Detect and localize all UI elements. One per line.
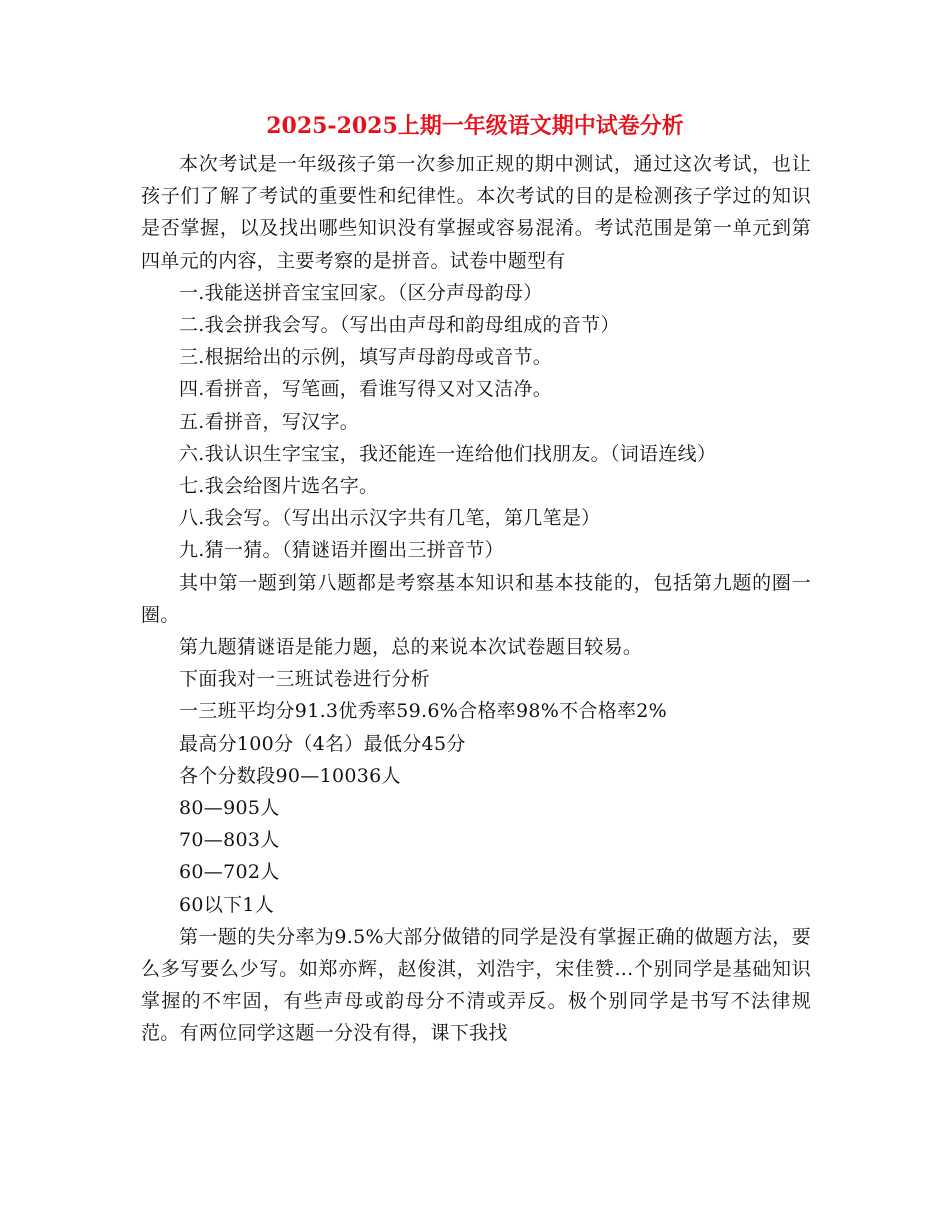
score-band-60-70: 60—702人 (179, 861, 280, 884)
question-item-8: 八.我会写。（写出出示汉字共有几笔，第几笔是） (179, 507, 601, 530)
summary-paragraph-2: 第九题猜谜语是能力题，总的来说本次试卷题目较易。 (179, 636, 643, 659)
score-band-80-90: 80—905人 (179, 797, 280, 820)
question-item-5: 五.看拼音，写汉字。 (179, 410, 360, 433)
question-item-7: 七.我会给图片选名字。 (179, 475, 379, 498)
stats-average: 一三班平均分91.3优秀率59.6%合格率98%不合格率2% (179, 700, 668, 723)
summary-paragraph-1: 其中第一题到第八题都是考察基本知识和基本技能的，包括第九题的圈一圈。 (141, 571, 811, 626)
question-item-6: 六.我认识生字宝宝，我还能连一连给他们找朋友。（词语连线） (179, 442, 717, 465)
question-item-2: 二.我会拼我会写。（写出由声母和韵母组成的音节） (179, 314, 620, 337)
stats-extremes: 最高分100分（4名）最低分45分 (179, 732, 466, 755)
question-item-1: 一.我能送拼音宝宝回家。（区分声母韵母） (179, 281, 543, 304)
document-body (141, 148, 811, 1050)
analysis-intro: 下面我对一三班试卷进行分析 (179, 668, 430, 691)
score-band-70-80: 70—803人 (179, 829, 280, 852)
score-band-90-100: 各个分数段90—10036人 (179, 764, 401, 787)
q1-analysis-paragraph: 第一题的失分率为9.5%大部分做错的同学是没有掌握正确的做题方法，要么多写要么少写。如郑亦辉，赵俊淇，刘浩宇，宋佳赞...个别同学是基础知识掌握的不牢固，有些声母或韵母分不清或弄反。极个别同学是书写不法律规范。有两位同学这题一分没有得，课下我找 (141, 925, 811, 1045)
question-item-3: 三.根据给出的示例，填写声母韵母或音节。 (179, 346, 553, 369)
document-title: 2025-2025上期一年级语文期中试卷分析 (266, 113, 684, 139)
question-item-4: 四.看拼音，写笔画，看谁写得又对又洁净。 (179, 378, 553, 401)
question-item-9: 九.猜一猜。（猜谜语并圈出三拼音节） (179, 539, 504, 562)
intro-paragraph: 本次考试是一年级孩子第一次参加正规的期中测试，通过这次考试，也让孩子们了解了考试的重要性和纪律性。本次考试的目的是检测孩子学过的知识是否掌握，以及找出哪些知识没有掌握或容易混淆。考试范围是第一单元到第四单元的内容，主要考察的是拼音。试卷中题型有 (141, 153, 811, 272)
score-band-below-60: 60以下1人 (179, 893, 275, 916)
